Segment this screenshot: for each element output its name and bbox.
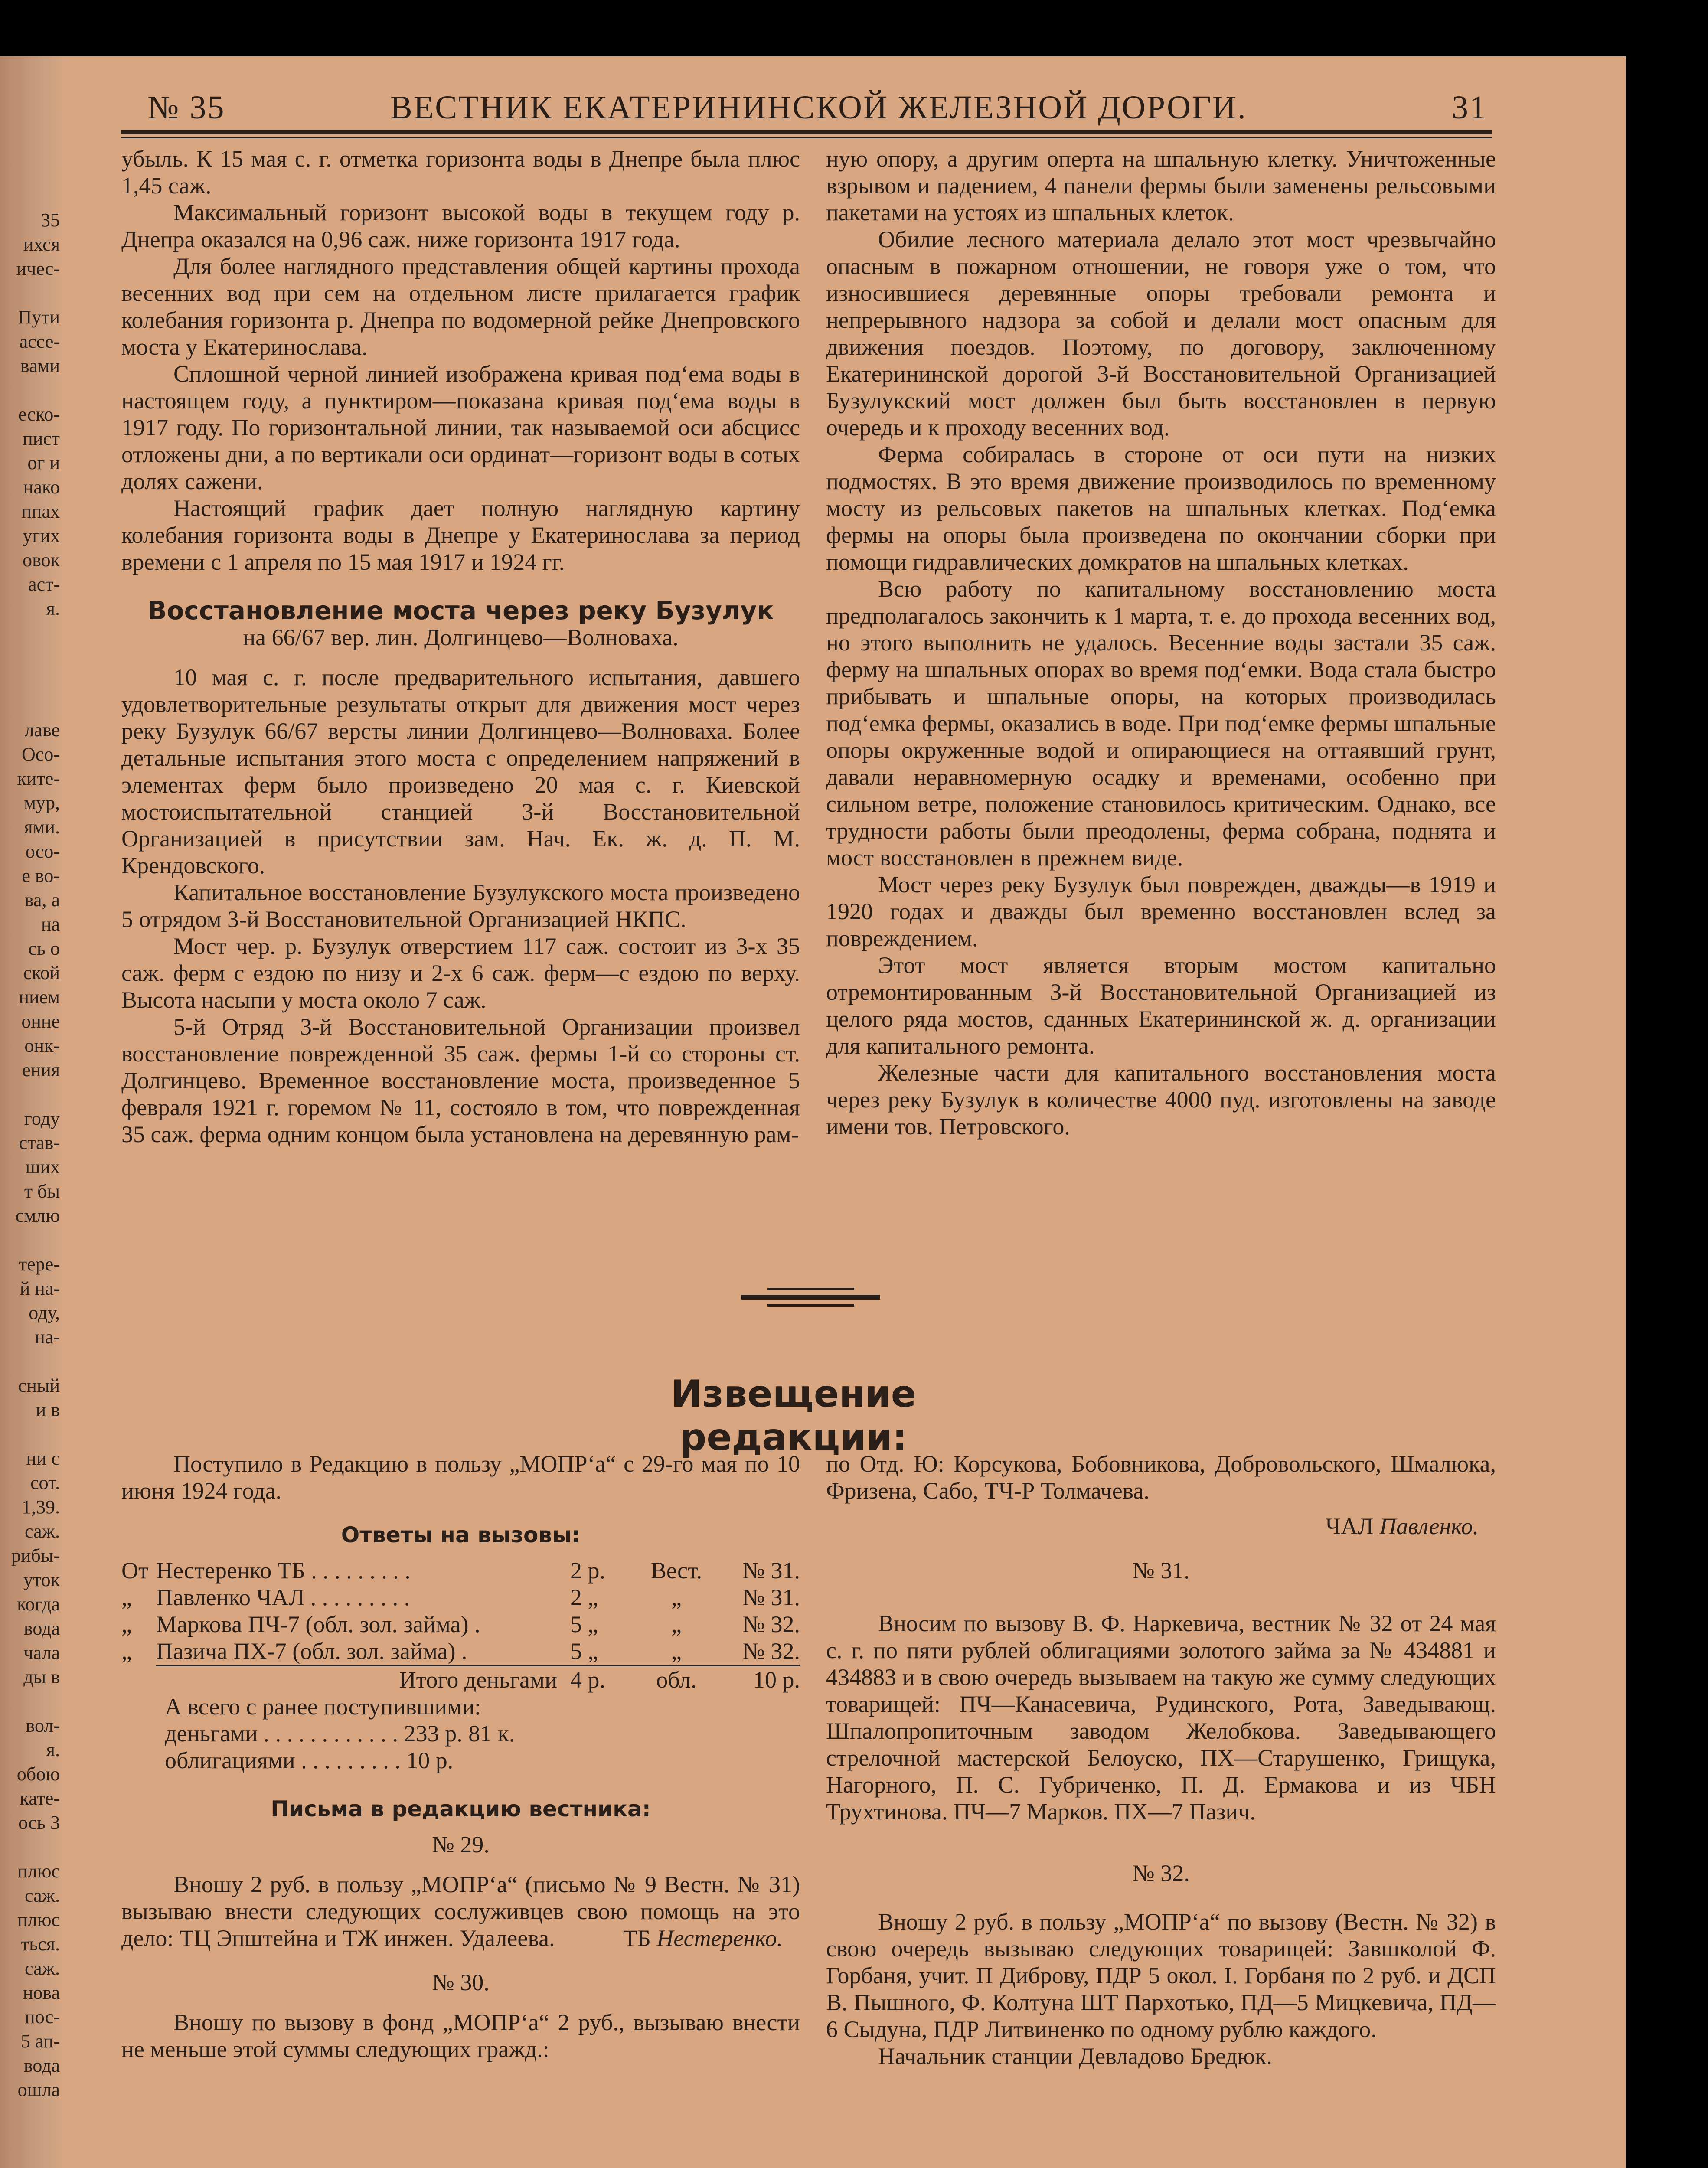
edge-text-fragment: т бы xyxy=(24,1181,60,1202)
answer-prefix: „ xyxy=(121,1584,132,1610)
paragraph: Обилие лесного материала делало этот мост чрезвычайно опасным в пожарном отношении, не говоря уже о том, что износившиеся деревянные опоры требовали ремонта и непрерывного надзора за собой и делали мост опасным для движения поездов. Поэтому, по договору, заключенному Екатерининской дорогой 3-й Восстановительной Организацией Бузулукский мост должен был быть восстановлен в первую очередь и к проходу весенних вод. xyxy=(826,226,1496,441)
edge-text-fragment: Осо- xyxy=(22,744,60,765)
edge-text-fragment: я. xyxy=(46,1739,60,1760)
edge-text-fragment: ппах xyxy=(21,501,60,522)
paragraph: Мост чер. р. Бузулук отверстием 117 саж. состоит из 3-х 35 саж. ферм с ездою по низу и 2-х 6 саж. ферм—с ездою по верху. Высота насыпи у моста около 7 саж. xyxy=(121,933,800,1013)
answer-row xyxy=(121,1611,800,1638)
letter-30-text: Вношу по вызову в фонд „МОПР‘а“ 2 руб., вызываю внести не меньше этой суммы следующих гражд.: xyxy=(121,2009,800,2062)
notice-intro: Поступило в Редакцию в пользу „МОПР‘а“ с 29-го мая по 10 июня 1924 года. xyxy=(121,1451,800,1504)
edge-text-fragment: е во- xyxy=(22,865,60,886)
earlier-bonds-row xyxy=(165,1747,800,1774)
edge-text-fragment: рибы- xyxy=(11,1545,60,1566)
edge-text-fragment: сь о xyxy=(28,938,60,959)
answer-row xyxy=(121,1557,800,1584)
edge-text-fragment: ской xyxy=(23,962,60,983)
edge-text-fragment: вода xyxy=(23,1618,60,1639)
edge-text-fragment: угих xyxy=(23,525,60,546)
left-article-column xyxy=(121,145,800,1148)
edge-text-fragment: плюс xyxy=(17,1861,60,1882)
edge-text-fragment: чала xyxy=(23,1642,60,1663)
letter-30-continued: по Отд. Ю: Корсукова, Бобовникова, Добровольского, Шмалюка, Фризена, Сабо, ТЧ-Р Толмачева. xyxy=(826,1451,1496,1504)
total-label: Итого деньгами xyxy=(156,1665,570,1693)
edge-text-fragment: тере- xyxy=(19,1254,60,1275)
total-mid: обл. xyxy=(640,1665,713,1693)
notice-title: Извещение редакции: xyxy=(670,1372,917,1459)
edge-text-fragment: саж. xyxy=(25,1521,60,1542)
page-number: 31 xyxy=(1452,89,1487,126)
paragraph: Ферма собиралась в стороне от оси пути на низких подмостях. В это время движение производилось по временному мосту из рельсовых пакетов на шпальных клетках. Под‘емка фермы на опоры была произведена по окончании сборки при помощи гидравлических домкратов на шпальных клетках. xyxy=(826,441,1496,575)
earlier-money-value: 233 р. 81 к. xyxy=(404,1721,515,1747)
edge-text-fragment: й на- xyxy=(20,1278,60,1299)
edge-text-fragment: мур, xyxy=(24,792,60,813)
answer-row xyxy=(121,1638,800,1665)
edge-text-fragment: я. xyxy=(46,598,60,619)
answer-amount: 5 „ xyxy=(570,1638,598,1664)
earlier-money-row xyxy=(165,1720,800,1747)
edge-text-fragment: став- xyxy=(19,1132,60,1153)
answer-num: № 32. xyxy=(742,1638,800,1664)
edge-text-fragment: ошла xyxy=(17,2079,60,2100)
edge-text-fragment: осо- xyxy=(25,841,60,862)
earlier-bonds-value: 10 р. xyxy=(406,1747,454,1773)
paragraph: Максимальный горизонт высокой воды в текущем году р. Днепра оказался на 0,96 саж. ниже горизонта 1917 года. xyxy=(121,199,800,252)
notice-right-column xyxy=(826,1450,1496,2070)
edge-text-fragment: уток xyxy=(23,1569,60,1590)
total-row xyxy=(121,1665,800,1693)
edge-text-fragment: онне xyxy=(21,1011,60,1032)
edge-text-fragment: саж. xyxy=(25,1885,60,1906)
edge-text-fragment: аст- xyxy=(28,574,60,595)
answer-amount: 5 „ xyxy=(570,1611,598,1637)
answer-mid: „ xyxy=(671,1584,682,1610)
answer-name: Павленко ЧАЛ . . . . . . . . . xyxy=(156,1584,410,1610)
letter-30-signature xyxy=(826,1513,1496,1540)
earlier-label: А всего с ранее поступившими: xyxy=(165,1694,481,1720)
article-subheading: на 66/67 вер. лин. Долгинцево—Волноваха. xyxy=(243,624,679,650)
edge-text-fragment: онк- xyxy=(24,1035,60,1056)
edge-text-fragment: ни с xyxy=(26,1448,60,1469)
letter-32-signature: Начальник станции Девладово Бредюк. xyxy=(878,2043,1272,2069)
paragraph: Для более наглядного представления общей картины прохода весенних вод при сем на отдельном листе прилагается график колебания горизонта р. Днепра по водомерной рейке Днепровского моста у Екатеринослава. xyxy=(121,253,800,360)
journal-title: ВЕСТНИК ЕКАТЕРИНИНСКОЙ ЖЕЛЕЗНОЙ ДОРОГИ. xyxy=(390,89,1247,126)
answer-num: № 32. xyxy=(742,1611,800,1637)
edge-text-fragment: ва, а xyxy=(24,889,60,911)
article-heading: Восстановление моста через реку Бузулук xyxy=(147,596,774,625)
answer-mid: „ xyxy=(671,1638,682,1664)
edge-text-fragment: смлю xyxy=(15,1205,60,1226)
section-divider xyxy=(741,1288,880,1307)
answer-num: № 31. xyxy=(742,1557,800,1584)
header-rule-thin xyxy=(121,137,1492,138)
signature-name: Павленко. xyxy=(1379,1513,1479,1539)
edge-text-fragment: вами xyxy=(20,355,60,376)
paragraph: 5-й Отряд 3-й Восстановительной Организации произвел восстановление поврежденной 35 саж. фермы 1-й со стороны ст. Долгинцево. Временное восстановление моста, произведенное 5 февраля 1921 г. горемом № 11, состояло в том, что поврежденная 35 саж. ферма одним концом была установлена на деревянную рам- xyxy=(121,1014,800,1147)
answer-amount: 2 р. xyxy=(570,1557,605,1584)
edge-text-fragment: плюс xyxy=(17,1909,60,1930)
edge-text-fragment: оду, xyxy=(29,1302,60,1323)
right-article-column xyxy=(826,145,1496,1140)
edge-text-fragment: ките- xyxy=(17,768,60,789)
letter-31-title: № 31. xyxy=(1132,1557,1190,1584)
edge-text-fragment: еско- xyxy=(18,404,60,425)
letters-heading: Письма в редакцию вестника: xyxy=(271,1796,651,1822)
edge-text-fragment: ения xyxy=(22,1059,60,1081)
edge-text-fragment: саж. xyxy=(25,1958,60,1979)
edge-text-fragment: ось 3 xyxy=(18,1812,60,1833)
issue-number: № 35 xyxy=(147,89,225,126)
letter-31-text: Вносим по вызову В. Ф. Наркевича, вестник № 32 от 24 мая с. г. по пяти рублей облигациями золотого займа за № 434881 и 434883 и в свою очередь вызываем на такую же сумму следующих товарищей: ПЧ—Канасевича, Рудинского, Рота, Заведывающ. Шпалопропиточным заводом Желобкова. Заведывающего стрелочной мастерской Белоуско, ПХ—Старушенко, Грищука, Нагорного, П. С. Губриченко, П. Д. Ермакова и из ЧБН Трухтинова. ПЧ—7 Марков. ПХ—7 Пазич. xyxy=(826,1610,1496,1825)
header-rule xyxy=(121,130,1492,134)
edge-text-fragment: году xyxy=(24,1108,60,1129)
paragraph: Капитальное восстановление Бузулукского моста произведено 5 отрядом 3-й Восстановительной Организацией НКПС. xyxy=(121,879,800,932)
paragraph: Железные части для капитального восстановления моста через реку Бузулук в количестве 4000 пуд. изготовлены на заводе имени тов. Петровского. xyxy=(826,1060,1496,1140)
edge-text-fragment: 5 ап- xyxy=(20,2031,60,2052)
edge-text-fragment: ассе- xyxy=(19,331,60,352)
notice-left-column xyxy=(121,1450,800,2063)
answer-num: № 31. xyxy=(742,1584,800,1610)
edge-text-fragment: лаве xyxy=(24,719,60,741)
edge-text-fragment: 1,39. xyxy=(22,1496,60,1518)
edge-text-fragment: ды в xyxy=(23,1666,60,1688)
edge-text-fragment: Пути xyxy=(18,307,60,328)
answer-mid: „ xyxy=(671,1611,682,1637)
answer-prefix: „ xyxy=(121,1611,132,1637)
edge-text-fragment: обою xyxy=(16,1763,60,1785)
signature-role: ЧАЛ xyxy=(1325,1513,1374,1539)
edge-text-fragment: ями. xyxy=(24,816,60,838)
edge-text-fragment: и в xyxy=(36,1399,60,1420)
answer-amount: 2 „ xyxy=(570,1584,598,1610)
paragraph: 10 мая с. г. после предварительного испытания, давшего удовлетворительные результаты открыт для движения мост через реку Бузулук 66/67 версты линии Долгинцево—Волноваха. Более детальные испытания этого моста с определением напряжений в элементах ферм было произведено 20 мая с. г. Киевской мостоиспытательной станцией 3-й Восстановительной Организацией в присутствии зам. Нач. Ек. ж. д. П. М. Крендовского. xyxy=(121,664,800,878)
answer-row xyxy=(121,1584,800,1611)
answer-prefix: От xyxy=(121,1557,149,1584)
answers-table xyxy=(121,1557,800,1693)
letter-32-text: Вношу 2 руб. в пользу „МОПР‘а“ по вызову (Вестн. № 32) в свою очередь вызываю следующих товарищей: Завшколой Ф. Горбаня, учит. П Диброву, ПДР 5 окол. I. Горбаня по 2 руб. и ДСП В. Пышного, Ф. Колтуна ШТ Пархотько, ПД—5 Мицкевича, ПД—6 Сыдуна, ПДР Литвиненко по одному рублю каждого. xyxy=(826,1909,1496,2042)
total-amount: 4 р. xyxy=(570,1665,640,1693)
paragraph: ную опору, а другим оперта на шпальную клетку. Уничтоженные взрывом и падением, 4 панели фермы были заменены рельсовыми пакетами на устоях из шпальных клеток. xyxy=(826,146,1496,225)
edge-text-fragment: когда xyxy=(17,1593,60,1615)
page-header xyxy=(130,89,1496,128)
edge-text-fragment: ичес- xyxy=(16,258,60,279)
edge-text-fragment: вол- xyxy=(26,1715,60,1736)
answer-name: Нестеренко ТБ . . . . . . . . . xyxy=(156,1557,411,1584)
letter-30-title: № 30. xyxy=(432,1969,490,1995)
edge-text-fragment: кате- xyxy=(20,1788,60,1809)
paragraph: Настоящий график дает полную наглядную картину колебания горизонта воды в Днепре у Екатеринослава за период времени с 1 апреля по 15 мая 1917 и 1924 гг. xyxy=(121,495,800,575)
answer-name: Пазича ПХ-7 (обл. зол. займа) . xyxy=(156,1638,467,1664)
paragraph: Всю работу по капитальному восстановлению моста предполагалось закончить к 1 марта, т. е. до прохода весенних вод, но этого выполнить не удалось. Весенние воды застали 35 саж. ферму на шпальных опорах во время под‘емки. Вода стала быстро прибывать и шпальные опоры, на которых производилась под‘емка фермы, оказались в воде. При под‘емке фермы шпальные опоры окруженные водой и опирающиеся на оттаявший грунт, давали неравномерную осадку и временами, особенно при сильном ветре, положение становилось критическим. Однако, все трудности работы были преодолены, ферма собрана, поднята и мост восстановлен в прежнем виде. xyxy=(826,576,1496,871)
edge-text-fragment: сный xyxy=(18,1375,60,1396)
edge-text-fragment: на- xyxy=(35,1326,60,1348)
answers-heading: Ответы на вызовы: xyxy=(341,1522,581,1548)
paragraph: Сплошной черной линией изображена кривая под‘ема воды в настоящем году, а пунктиром—показана кривая под‘ема воды в 1917 году. По горизонтальной линии, так называемой оси абсцисс отложены дни, а по вертикали оси ординат—горизонт воды в сотых долях сажени. xyxy=(121,361,800,494)
edge-text-fragment: ог и xyxy=(27,452,60,473)
paragraph: Этот мост является вторым мостом капитально отремонтированным 3-й Восстановительной Организацией из целого ряда мостов, сданных Екатерининской ж. д. организации для капитального ремонта. xyxy=(826,952,1496,1059)
edge-text-fragment: сот. xyxy=(30,1472,60,1493)
paragraph: Мост через реку Бузулук был поврежден, дважды—в 1919 и 1920 годах и дважды был временно восстановлен вслед за повреждением. xyxy=(826,872,1496,951)
edge-text-fragment: на xyxy=(41,914,60,935)
earlier-money-label: деньгами . . . . . . . . . . . . xyxy=(165,1721,398,1747)
previous-page-edge xyxy=(0,56,65,2168)
edge-text-fragment: вода xyxy=(23,2055,60,2076)
edge-text-fragment: пист xyxy=(23,428,60,449)
letter-32-title: № 32. xyxy=(1132,1860,1190,1886)
signature-name: Нестеренко. xyxy=(656,1925,783,1951)
edge-text-fragment: нако xyxy=(23,477,60,498)
earlier-bonds-label: облигациями . . . . . . . . . xyxy=(165,1747,401,1773)
answer-prefix: „ xyxy=(121,1638,132,1664)
edge-text-fragment: ших xyxy=(25,1156,60,1178)
earlier-summary xyxy=(121,1693,800,1774)
edge-text-fragment: овок xyxy=(23,549,60,571)
edge-text-fragment: нова xyxy=(23,1982,60,2003)
edge-text-fragment: пос- xyxy=(25,2006,60,2028)
answer-name: Маркова ПЧ-7 (обл. зол. займа) . xyxy=(156,1611,480,1637)
total-num: 10 р. xyxy=(713,1665,800,1693)
edge-text-fragment: нием xyxy=(19,986,60,1008)
edge-text-fragment: ихся xyxy=(23,234,60,255)
edge-text-fragment: ться. xyxy=(20,1933,60,1955)
answer-mid: Вест. xyxy=(650,1557,702,1584)
signature-role: ТБ xyxy=(623,1925,651,1951)
paragraph: убыль. К 15 мая с. г. отметка горизонта воды в Днепре была плюс 1,45 саж. xyxy=(121,146,800,199)
letter-29-title: № 29. xyxy=(432,1832,490,1858)
edge-text-fragment: 35 xyxy=(41,209,60,231)
letter-29-text: Вношу 2 руб. в пользу „МОПР‘а“ (письмо № 9 Вестн. № 31) вызываю внести следующих сослуживцев свою помощь на это дело: ТЦ Эпштейна и ТЖ инжен. Удалеева. xyxy=(121,1871,800,1951)
